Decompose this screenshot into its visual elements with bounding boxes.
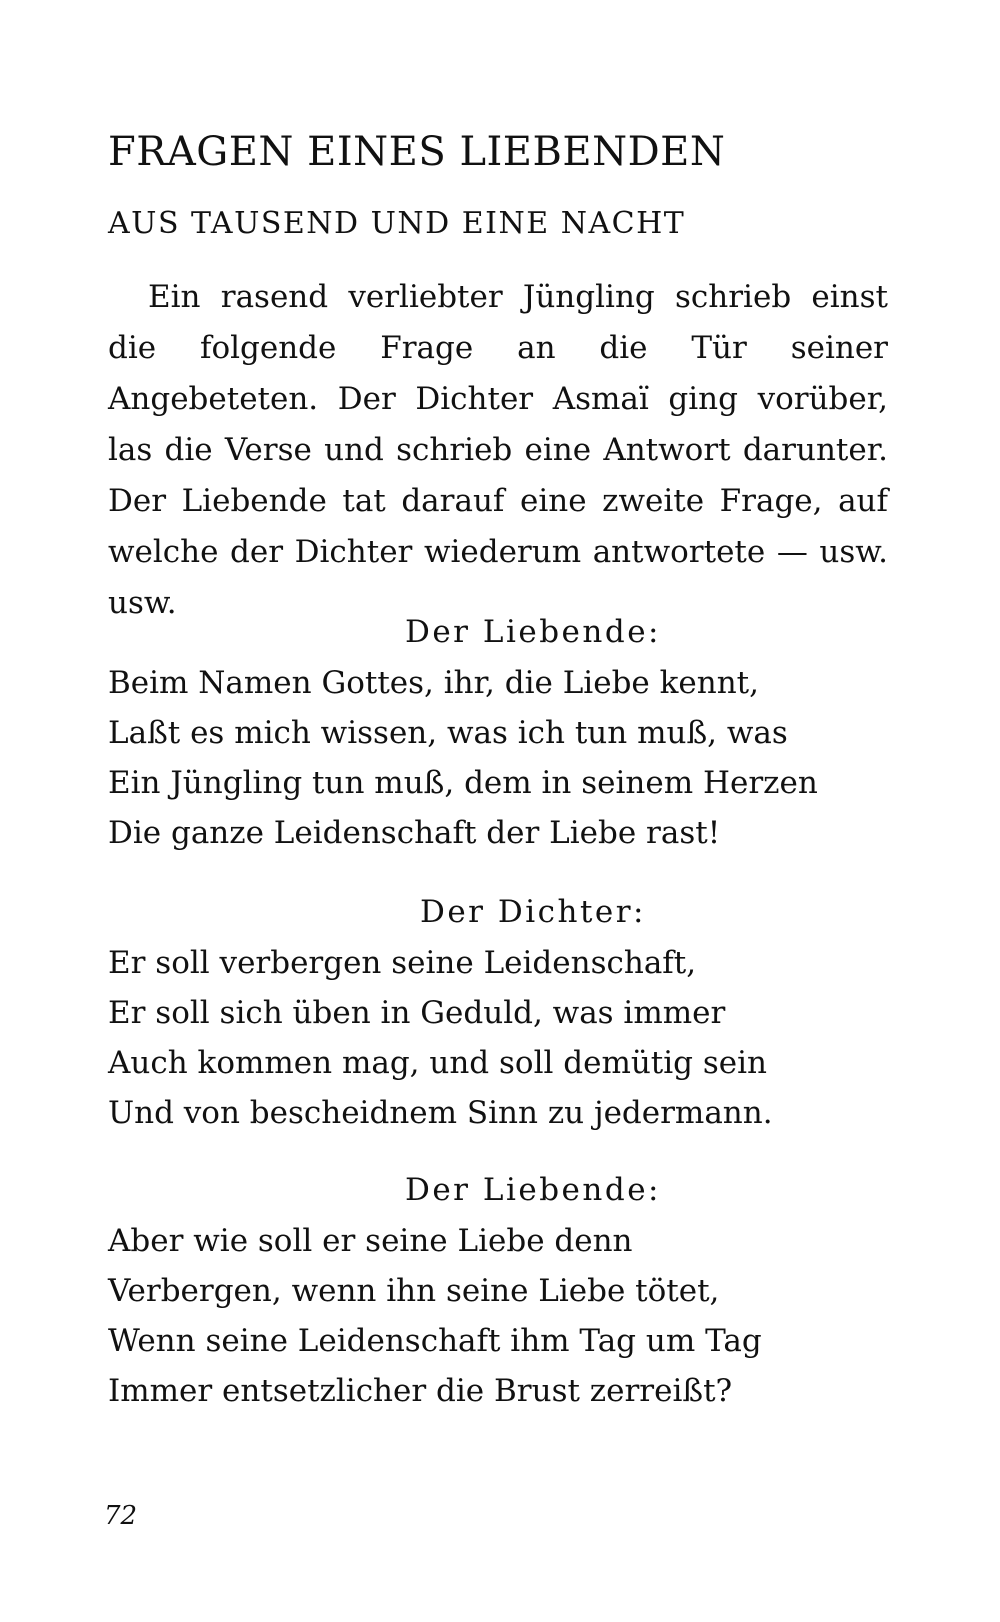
verse-line: Beim Namen Gottes, ihr, die Liebe kennt,	[108, 665, 759, 701]
poem-subtitle: AUS TAUSEND UND EINE NACHT	[108, 206, 686, 241]
intro-paragraph: Ein rasend verliebter Jüngling schrieb einst die folgende Frage an die Tür seiner Angebeteten. Der Dichter Asmaï ging vorüber, las die Verse und schrieb eine Antwort darunter. Der Liebende tat darauf eine zweite Frage, auf welche der Dichter wiederum antwortete — usw. usw.	[108, 279, 888, 621]
speaker-label: Der Dichter:	[419, 894, 647, 930]
verse-line: Er soll verbergen seine Leidenschaft,	[108, 945, 697, 981]
verse-line: Und von bescheidnem Sinn zu jedermann.	[108, 1095, 773, 1131]
stanza-2	[108, 886, 888, 1138]
verse-line: Laßt es mich wissen, was ich tun muß, was	[108, 715, 788, 751]
poem-title: FRAGEN EINES LIEBENDEN	[108, 129, 726, 175]
verse-lines	[108, 938, 888, 1138]
verse-lines	[108, 1216, 888, 1416]
verse-line: Wenn seine Leidenschaft ihm Tag um Tag	[108, 1323, 762, 1359]
verse-line: Immer entsetzlicher die Brust zerreißt?	[108, 1373, 733, 1409]
verse-line: Die ganze Leidenschaft der Liebe rast!	[108, 815, 721, 851]
stanza-3	[108, 1164, 888, 1416]
verse-line: Auch kommen mag, und soll demütig sein	[108, 1045, 768, 1081]
stanza-1	[108, 606, 888, 858]
verse-lines	[108, 658, 888, 858]
verse-line: Er soll sich üben in Geduld, was immer	[108, 995, 726, 1031]
verse-line: Verbergen, wenn ihn seine Liebe tötet,	[108, 1273, 720, 1309]
speaker-label: Der Liebende:	[404, 614, 661, 650]
speaker-label: Der Liebende:	[404, 1172, 661, 1208]
page-number: 72	[104, 1501, 138, 1531]
verse-line: Aber wie soll er seine Liebe denn	[108, 1223, 633, 1259]
verse-line: Ein Jüngling tun muß, dem in seinem Herzen	[108, 765, 818, 801]
